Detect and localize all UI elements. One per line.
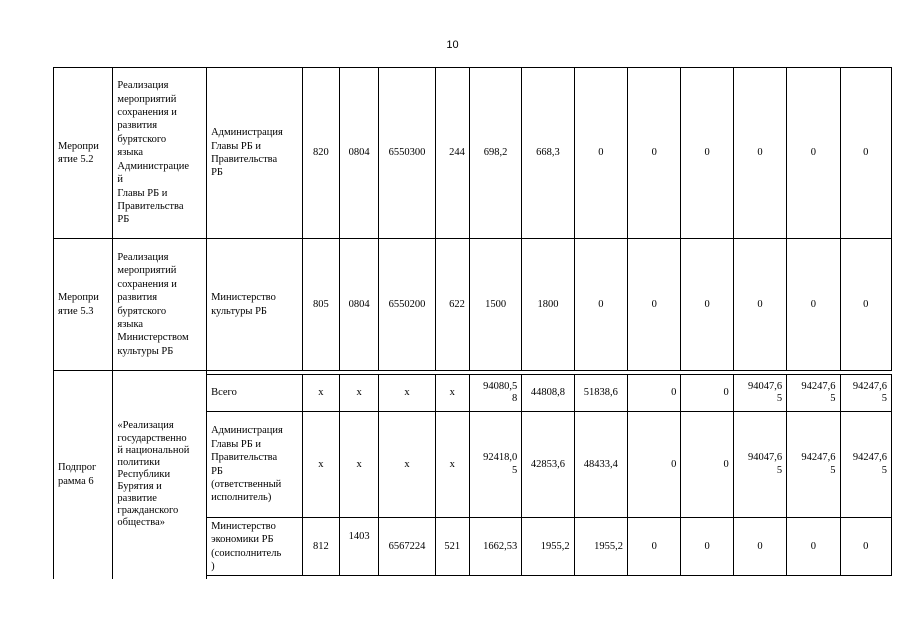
value-cell: 94247,6 5 <box>787 412 840 518</box>
grbs-cell: 820 <box>302 68 339 239</box>
value-cell: 0 <box>628 68 681 239</box>
csr-cell: х <box>379 375 435 412</box>
value-cell: 1662,53 <box>469 518 521 576</box>
row-name: Меропри ятие 5.3 <box>54 239 113 371</box>
vr-cell: 244 <box>435 68 469 239</box>
value-cell: 0 <box>733 68 786 239</box>
value-cell: 0 <box>681 68 733 239</box>
grbs-cell: 812 <box>302 518 339 576</box>
subprogram-title: «Реализация государственно й национальной политики Республики Бурятия и развитие гражданского общества» <box>113 371 207 579</box>
value-cell: 0 <box>681 518 733 576</box>
rzpr-cell: х <box>340 375 379 412</box>
value-cell: 94247,6 5 <box>840 412 891 518</box>
csr-cell: 6567224 <box>379 518 435 576</box>
csr-cell: 6550300 <box>379 68 435 239</box>
row-title: Реализация мероприятий сохранения и развития бурятского языка Администрацие й Главы РБ и Правительства РБ <box>113 68 207 239</box>
vr-cell: х <box>435 412 469 518</box>
budget-table <box>53 67 892 579</box>
value-cell: 0 <box>628 375 681 412</box>
value-cell: 94247,6 5 <box>787 375 840 412</box>
value-cell: 94247,6 5 <box>840 375 891 412</box>
vr-cell: 622 <box>435 239 469 371</box>
value-cell: 0 <box>787 239 840 371</box>
subprogram-name: Подпрог рамма 6 <box>54 371 113 579</box>
csr-cell: х <box>379 412 435 518</box>
vr-cell: х <box>435 375 469 412</box>
row-name: Меропри ятие 5.2 <box>54 68 113 239</box>
rzpr-cell: х <box>340 412 379 518</box>
value-cell: 92418,0 5 <box>469 412 521 518</box>
csr-cell: 6550200 <box>379 239 435 371</box>
row-executor: Администрация Главы РБ и Правительства РБ <box>207 68 303 239</box>
grbs-cell: 805 <box>302 239 339 371</box>
value-cell: 94047,6 5 <box>733 375 786 412</box>
value-cell: 1800 <box>522 239 574 371</box>
value-cell: 0 <box>628 518 681 576</box>
row-title: Реализация мероприятий сохранения и развития бурятского языка Министерством культуры РБ <box>113 239 207 371</box>
grbs-cell: х <box>302 412 339 518</box>
value-cell: 0 <box>628 239 681 371</box>
page-number: 10 <box>446 39 459 51</box>
value-cell: 44808,8 <box>522 375 574 412</box>
value-cell: 1500 <box>469 239 521 371</box>
table-row <box>54 239 892 371</box>
value-cell: 668,3 <box>522 68 574 239</box>
value-cell: 0 <box>787 68 840 239</box>
value-cell: 0 <box>733 239 786 371</box>
row-executor: Министерство культуры РБ <box>207 239 303 371</box>
rzpr-cell: 0804 <box>340 68 379 239</box>
rzpr-cell: 1403 <box>340 518 379 576</box>
value-cell: 1955,2 <box>574 518 627 576</box>
grbs-cell: х <box>302 375 339 412</box>
line-executor: Всего <box>207 375 303 412</box>
value-cell: 94080,5 8 <box>469 375 521 412</box>
value-cell: 1955,2 <box>522 518 574 576</box>
value-cell: 0 <box>681 412 733 518</box>
value-cell: 0 <box>574 239 627 371</box>
value-cell: 42853,6 <box>522 412 574 518</box>
value-cell: 0 <box>787 518 840 576</box>
value-cell: 48433,4 <box>574 412 627 518</box>
value-cell: 0 <box>840 68 891 239</box>
value-cell: 0 <box>840 518 891 576</box>
value-cell: 0 <box>681 375 733 412</box>
line-executor: Министерство экономики РБ (соисполнитель ) <box>207 518 303 576</box>
value-cell: 0 <box>840 239 891 371</box>
value-cell: 94047,6 5 <box>733 412 786 518</box>
rzpr-cell: 0804 <box>340 239 379 371</box>
value-cell: 698,2 <box>469 68 521 239</box>
value-cell: 51838,6 <box>574 375 627 412</box>
value-cell: 0 <box>574 68 627 239</box>
value-cell: 0 <box>628 412 681 518</box>
vr-cell: 521 <box>435 518 469 576</box>
line-executor: Администрация Главы РБ и Правительства РБ (ответственный исполнитель) <box>207 412 303 518</box>
value-cell: 0 <box>681 239 733 371</box>
table-row <box>54 68 892 239</box>
value-cell: 0 <box>733 518 786 576</box>
